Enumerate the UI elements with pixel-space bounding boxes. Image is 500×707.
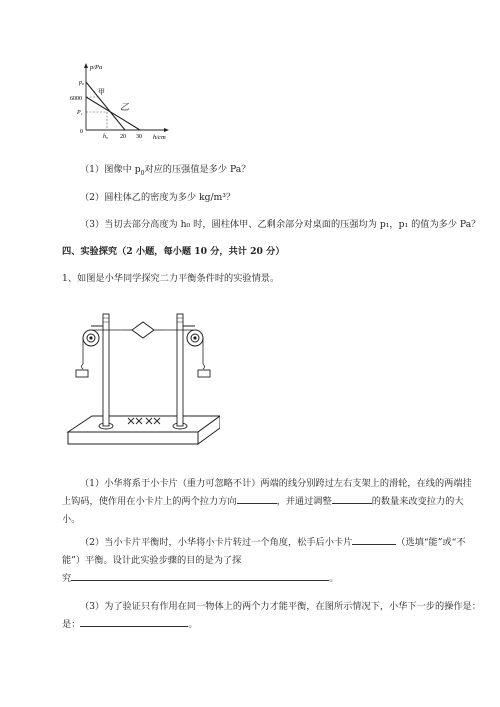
experiment-q1-line2 bbox=[62, 493, 464, 511]
experiment-q2-text-d: 。 bbox=[329, 573, 339, 584]
x-tick-20: 20 bbox=[120, 134, 126, 140]
answer-blank-direction[interactable] bbox=[237, 494, 277, 504]
experiment-q2-line2: 能”）平衡。设计此实验步骤的目的是为了探 bbox=[62, 555, 242, 566]
origin-label: 0 bbox=[80, 129, 83, 135]
section-heading: 四、实验探究（2 小题，每小题 10 分，共计 20 分） bbox=[62, 246, 285, 257]
experiment-q1-text-c: 的数量来改变拉力的大 bbox=[371, 496, 464, 507]
experiment-q3-text: （3）为了验证只有作用在同一物体上的两个力才能平衡，在图所示情况下，小华下一步的操作是： bbox=[80, 601, 481, 612]
series-label-jia: 甲 bbox=[98, 88, 105, 96]
experiment-q2-line1 bbox=[80, 534, 466, 552]
pressure-height-graph bbox=[70, 60, 180, 140]
answer-blank-quantity[interactable] bbox=[332, 494, 372, 504]
experiment-q1-text-a: 上钩码，使作用在小卡片上的两个拉力方向 bbox=[62, 496, 237, 507]
answer-blank-next-step[interactable] bbox=[80, 617, 188, 627]
y-label-p0: p₀ bbox=[79, 80, 85, 86]
experiment-q1-text-b: ，并通过调整 bbox=[276, 496, 332, 507]
y-label-p1: P₁ bbox=[77, 110, 83, 116]
question-2: （2）圆柱体乙的密度为多少 kg/m³？ bbox=[80, 192, 236, 203]
y-tick-6000: 6000 bbox=[70, 96, 82, 102]
series-label-yi: 乙 bbox=[120, 102, 130, 112]
question-1-text: （1）图像中 p bbox=[80, 164, 141, 175]
x-tick-30: 30 bbox=[136, 134, 142, 140]
experiment-q3-text-a: 是： bbox=[62, 619, 81, 630]
experiment-q2-line3 bbox=[62, 570, 338, 588]
y-axis-label: p/Pa bbox=[90, 64, 103, 71]
experiment-q1-line3: 小。 bbox=[62, 514, 81, 525]
question-1-subscript: 0 bbox=[140, 169, 145, 177]
experiment-q2-text-b: （选填“能”或“不 bbox=[396, 537, 466, 548]
x-axis-label: h/cm bbox=[153, 134, 166, 140]
answer-blank-purpose[interactable] bbox=[71, 571, 329, 581]
experiment-q2-text-a: （2）当小卡片平衡时，小华将小卡片转过一个角度，松手后小卡片 bbox=[80, 537, 353, 548]
experiment-q3-text-b: 。 bbox=[188, 619, 198, 630]
question-1-text-end: 对应的压强值是多少 Pa？ bbox=[144, 164, 251, 175]
experiment-intro: 1、如图是小华同学探究二力平衡条件时的实验情景。 bbox=[62, 273, 280, 284]
x-tick-h0: h₀ bbox=[103, 134, 109, 140]
two-force-balance-apparatus bbox=[62, 304, 220, 454]
question-1 bbox=[80, 164, 250, 180]
experiment-q2-text-c: 究 bbox=[62, 573, 72, 584]
question-3: （3）当切去部分高度为 h₀ 时，圆柱体甲、乙剩余部分对桌面的压强均为 p₁，p₁ 的值为多少 Pa？ bbox=[80, 219, 481, 230]
experiment-q3-line2 bbox=[62, 616, 198, 634]
answer-blank-balance[interactable] bbox=[352, 535, 396, 545]
experiment-q3-line1 bbox=[80, 598, 481, 616]
experiment-q1-line1: （1）小华将系于小卡片（重力可忽略不计）两端的线分别跨过左右支架上的滑轮，在线的两端挂 bbox=[80, 478, 472, 489]
